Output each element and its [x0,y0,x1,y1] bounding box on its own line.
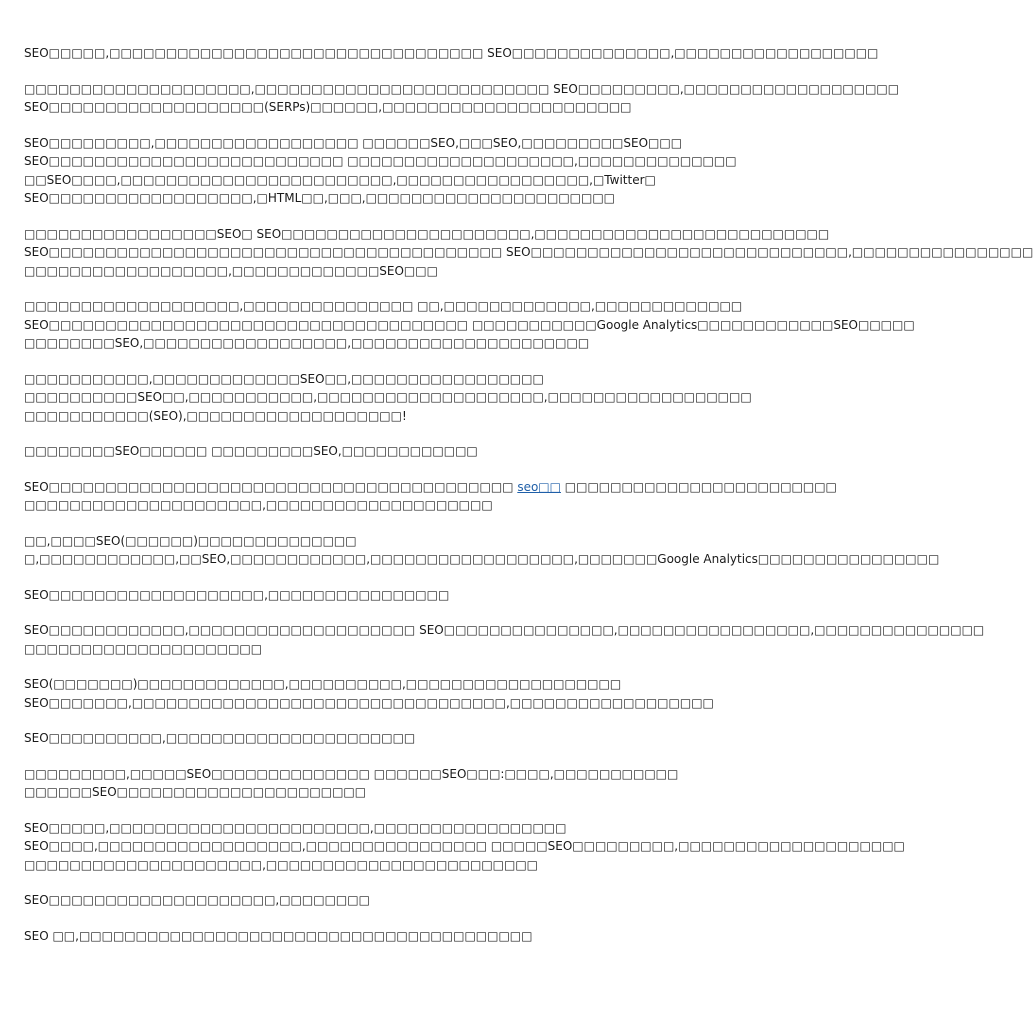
paragraph-5 [24,297,915,353]
text-line: □□□□□□□□□□□□□□□□□□□□□,□□□□□□□□□□□□□□□□□□□□ [24,498,493,512]
paragraph-13 [24,729,698,748]
text-line: □□,□□□□SEO(□□□□□□)□□□□□□□□□□□□□□ [24,533,357,548]
text-line: □□□□□□□□□□□(SEO),□□□□□□□□□□□□□□□□□□□! [24,408,407,423]
paragraph-1 [24,44,879,63]
paragraph-17 [24,927,698,946]
text-line: SEO□□□□□□□□□□□□□□□□□□□,□□□□□□□□□□□□□□□□ [24,587,450,602]
paragraph-16 [24,891,698,910]
paragraph-3 [24,134,737,208]
text-line: SEO□□□□□,□□□□□□□□□□□□□□□□□□□□□□□□□□□□□□□□□ SEO□□□□□□□□□□□□□□,□□□□□□□□□□□□□□□□□□ [24,46,879,60]
text-line: □□□□□□□□□□□□□□□□□SEO□ SEO□□□□□□□□□□□□□□□□□□□□□□,□□□□□□□□□□□□□□□□□□□□□□□□□□ [24,226,830,241]
text-line: □□□□□□SEO□□□□□□□□□□□□□□□□□□□□□□ [24,785,367,799]
text-line: □□□□□□□□□□□□□□□□□□□□,□□□□□□□□□□□□□□□□□□□□□□□□□□ SEO□□□□□□□□□,□□□□□□□□□□□□□□□□□□□ [24,81,900,96]
text-line: SEO□□□□□□□□□,□□□□□□□□□□□□□□□□□□ □□□□□□SEO,□□□SEO,□□□□□□□□□SEO□□□ [24,135,683,150]
text-line-with-link [24,478,837,497]
text-segment: □□□□□□□□□□□□□□□□□□□□□□□□ [560,479,837,494]
text-line: SEO□□□□□□□□□□□□□□□□□□□□□□□□□□□□□□□□□□□□□□□□ SEO□□□□□□□□□□□□□□□□□□□□□□□□□□□□,□□□□□□□□□□□□□□□□ [24,245,1033,259]
paragraph-9 [24,532,940,569]
text-line: □□□□□□□□SEO□□□□□□ □□□□□□□□□SEO,□□□□□□□□□□□□ [24,444,478,458]
paragraph-10 [24,586,698,605]
text-line: SEO□□□□,□□□□□□□□□□□□□□□□□□,□□□□□□□□□□□□□□□□ □□□□□SEO□□□□□□□□□,□□□□□□□□□□□□□□□□□□□□ [24,839,905,853]
text-line: SEO□□□□□□□□□□,□□□□□□□□□□□□□□□□□□□□□□ [24,731,416,745]
text-line: SEO □□,□□□□□□□□□□□□□□□□□□□□□□□□□□□□□□□□□□□□□□□□ [24,928,533,943]
seo-link[interactable]: seo□□ [517,479,561,494]
paragraph-11 [24,621,985,658]
text-line: □□□□□□□□SEO,□□□□□□□□□□□□□□□□□□,□□□□□□□□□□□□□□□□□□□□□ [24,336,590,350]
text-line: SEO□□□□□□□□□□□□□□□□□□□□□□□□□□□□□□□□□□□□□ □□□□□□□□□□□Google Analytics□□□□□□□□□□□□SEO□□□□□ [24,317,915,332]
paragraph-6 [24,370,752,426]
text-line: □□□□□□□□□□SEO□□,□□□□□□□□□□□,□□□□□□□□□□□□□□□□□□□□,□□□□□□□□□□□□□□□□□□ [24,390,752,404]
text-line: □□□□□□□□□,□□□□□SEO□□□□□□□□□□□□□□ □□□□□□SEO□□□:□□□□,□□□□□□□□□□□ [24,766,679,781]
text-line: SEO(□□□□□□□)□□□□□□□□□□□□□,□□□□□□□□□□,□□□□□□□□□□□□□□□□□□□ [24,677,622,691]
paragraph-4 [24,225,1033,281]
paragraph-12 [24,675,714,712]
paragraph-7 [24,442,698,461]
text-line: □□□□□□□□□□□□□□□□□□,□□□□□□□□□□□□□SEO□□□ [24,263,438,278]
text-line: SEO□□□□□□□□□□□□□□□□□□,□HTML□□,□□□,□□□□□□□□□□□□□□□□□□□□□□ [24,191,616,205]
text-line: SEO□□□□□□□□□□□□,□□□□□□□□□□□□□□□□□□□□ SEO□□□□□□□□□□□□□□□,□□□□□□□□□□□□□□□□□,□□□□□□□□□□□□□□□ [24,623,985,637]
text-segment: SEO□□□□□□□□□□□□□□□□□□□□□□□□□□□□□□□□□□□□□□□□□ [24,479,518,494]
text-line: □□□□□□□□□□□□□□□□□□□□□,□□□□□□□□□□□□□□□□□□□□□□□□ [24,857,539,872]
text-line: □□□□□□□□□□□□□□□□□□□□□ [24,641,263,656]
paragraph-14 [24,765,698,802]
text-line: SEO□□□□□□□□□□□□□□□□□□□□,□□□□□□□□ [24,893,370,907]
text-line: SEO□□□□□□□□□□□□□□□□□□□□□□□□□□ □□□□□□□□□□□□□□□□□□□□,□□□□□□□□□□□□□□ [24,154,737,168]
text-line: SEO□□□□□,□□□□□□□□□□□□□□□□□□□□□□□,□□□□□□□□□□□□□□□□□ [24,820,567,835]
text-line: □□SEO□□□□,□□□□□□□□□□□□□□□□□□□□□□□□,□□□□□□□□□□□□□□□□□,□Twitter□ [24,172,656,187]
paragraph-8 [24,478,837,515]
text-line: SEO□□□□□□□□□□□□□□□□□□□(SERPs)□□□□□□,□□□□□□□□□□□□□□□□□□□□□□ [24,100,632,114]
text-line: SEO□□□□□□□,□□□□□□□□□□□□□□□□□□□□□□□□□□□□□□□□□,□□□□□□□□□□□□□□□□□□ [24,695,714,710]
text-line: □□□□□□□□□□□□□□□□□□□,□□□□□□□□□□□□□□□ □□,□□□□□□□□□□□□□,□□□□□□□□□□□□□ [24,299,743,313]
paragraph-15 [24,819,905,875]
paragraph-2 [24,80,900,117]
text-line: □□□□□□□□□□□,□□□□□□□□□□□□□SEO□□,□□□□□□□□□□□□□□□□□ [24,371,544,386]
text-line: □,□□□□□□□□□□□□,□□SEO,□□□□□□□□□□□□,□□□□□□□□□□□□□□□□□□,□□□□□□□Google Analytics□□□□□□□□□□□□□□□□ [24,552,940,566]
